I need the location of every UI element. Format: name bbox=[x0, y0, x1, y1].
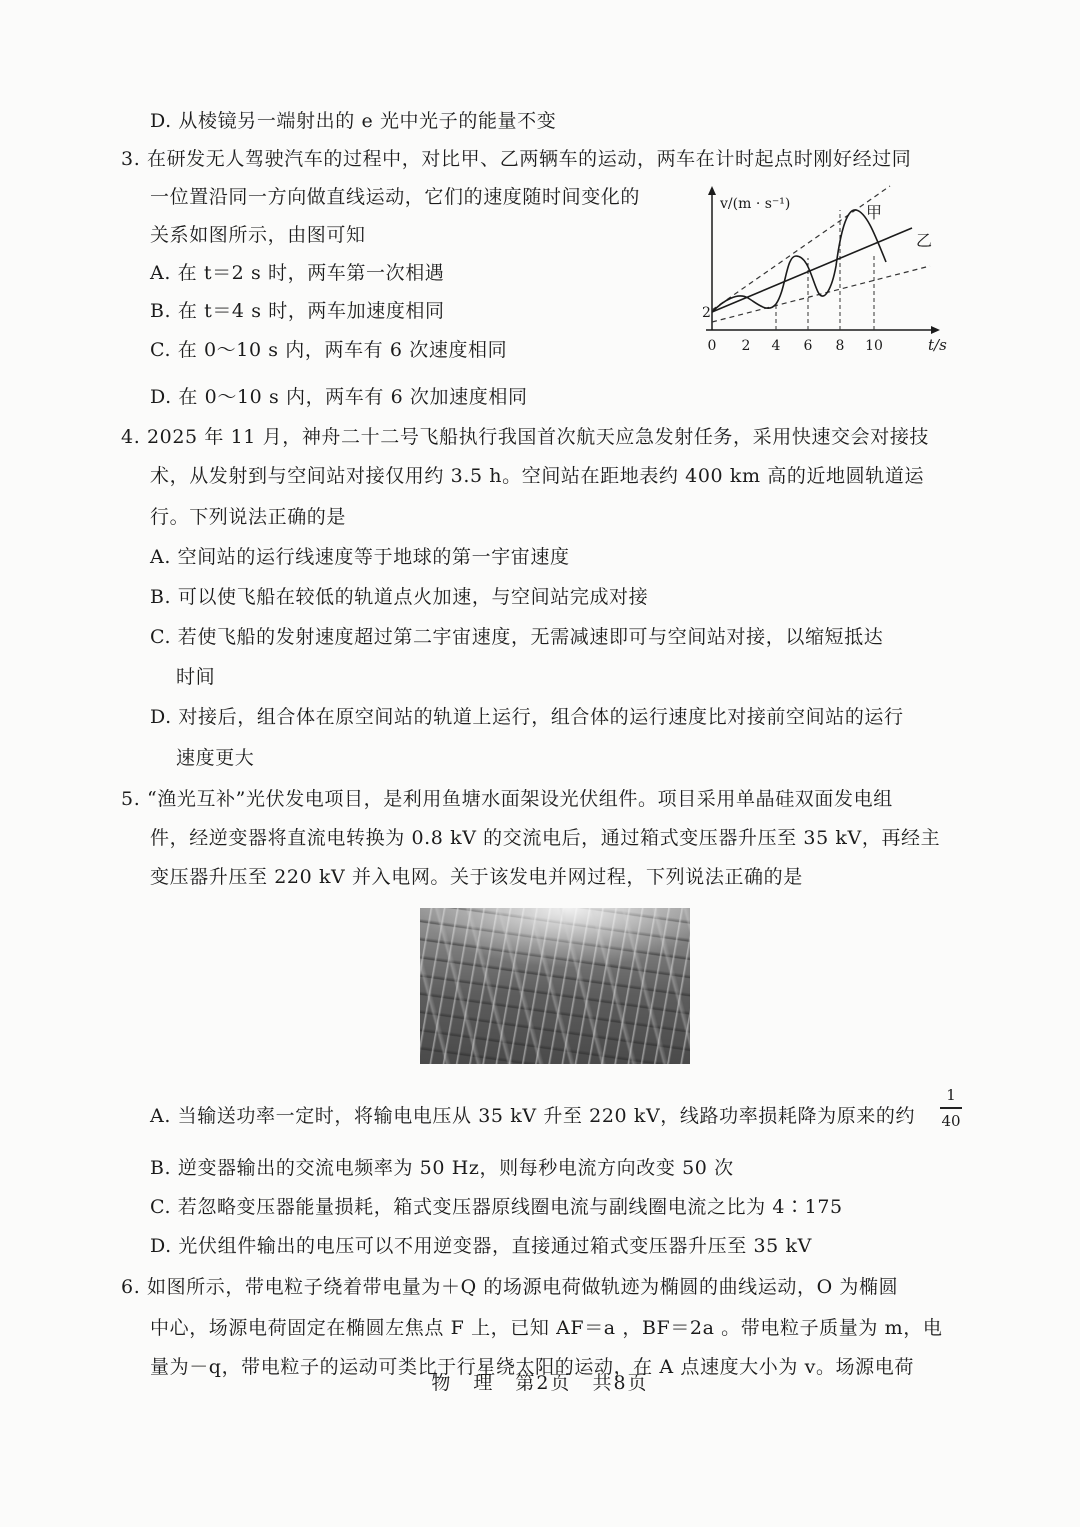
page-footer: 物 理 第2页 共8页 bbox=[431, 1372, 649, 1394]
q3-option-d: D. 在 0～10 s 内，两车有 6 次加速度相同 bbox=[150, 386, 528, 408]
x-tick-2: 2 bbox=[741, 338, 751, 354]
x-tick-10: 10 bbox=[865, 338, 883, 354]
curve-yi-label: 乙 bbox=[916, 231, 933, 250]
q3-option-b: B. 在 t＝4 s 时，两车加速度相同 bbox=[150, 300, 445, 322]
q5-stem-line3: 变压器升压至 220 kV 并入电网。关于该发电并网过程，下列说法正确的是 bbox=[150, 866, 803, 888]
q4-option-d-line2: 速度更大 bbox=[176, 747, 255, 769]
curve-jia bbox=[712, 210, 886, 312]
velocity-time-graph bbox=[690, 180, 960, 360]
x-tick-4: 4 bbox=[771, 338, 781, 354]
q4-option-b: B. 可以使飞船在较低的轨道点火加速，与空间站完成对接 bbox=[150, 586, 649, 608]
q2-option-d: D. 从棱镜另一端射出的 e 光中光子的能量不变 bbox=[150, 110, 557, 132]
x-axis-label: t/s bbox=[928, 336, 947, 354]
q5-option-b: B. 逆变器输出的交流电频率为 50 Hz，则每秒电流方向改变 50 次 bbox=[150, 1157, 734, 1179]
solar-farm-photo bbox=[420, 908, 690, 1064]
y-axis-label: v/(m · s⁻¹) bbox=[720, 196, 791, 212]
q5-stem-line2: 件，经逆变器将直流电转换为 0.8 kV 的交流电后，通过箱式变压器升压至 35 kV，再经主 bbox=[150, 827, 941, 849]
q6-stem-line1: 6. 如图所示，带电粒子绕着带电量为＋Q 的场源电荷做轨迹为椭圆的曲线运动，O 为椭圆 bbox=[121, 1276, 899, 1298]
q4-option-c-line1: C. 若使飞船的发射速度超过第二宇宙速度，无需减速即可与空间站对接，以缩短抵达 bbox=[150, 626, 884, 648]
q4-stem-line2: 术，从发射到与空间站对接仅用约 3.5 h。空间站在距地表约 400 km 高的近地圆轨道运 bbox=[150, 465, 925, 487]
q4-stem-line3: 行。下列说法正确的是 bbox=[150, 506, 347, 528]
q3-stem-line1: 3. 在研发无人驾驶汽车的过程中，对比甲、乙两辆车的运动，两车在计时起点时刚好经过同 bbox=[121, 148, 912, 170]
q3-option-a: A. 在 t＝2 s 时，两车第一次相遇 bbox=[150, 262, 445, 284]
x-axis-arrow bbox=[931, 326, 940, 334]
q4-option-d-line1: D. 对接后，组合体在原空间站的轨道上运行，组合体的运行速度比对接前空间站的运行 bbox=[150, 706, 904, 728]
curve-jia-label: 甲 bbox=[866, 203, 883, 222]
y-axis-arrow bbox=[708, 186, 716, 195]
q6-stem-line2: 中心，场源电荷固定在椭圆左焦点 F 上，已知 AF＝a ，BF＝2a 。带电粒子质量为 m，电 bbox=[150, 1317, 943, 1339]
q6-stem-line3: 量为－q，带电粒子的运动可类比于行星绕太阳的运动，在 A 点速度大小为 v。场源电荷 bbox=[150, 1356, 914, 1378]
fraction-numerator: 1 bbox=[946, 1086, 956, 1104]
x-tick-8: 8 bbox=[835, 338, 845, 354]
y-intercept-label: 2 bbox=[702, 305, 711, 321]
q4-option-a: A. 空间站的运行线速度等于地球的第一宇宙速度 bbox=[150, 546, 570, 568]
q5-stem-line1: 5. “渔光互补”光伏发电项目，是利用鱼塘水面架设光伏组件。项目采用单晶硅双面发电组 bbox=[121, 788, 893, 810]
q3-stem-line3: 关系如图所示，由图可知 bbox=[150, 224, 366, 246]
q3-option-c: C. 在 0～10 s 内，两车有 6 次速度相同 bbox=[150, 339, 508, 361]
q5-option-d: D. 光伏组件输出的电压可以不用逆变器，直接通过箱式变压器升压至 35 kV bbox=[150, 1235, 812, 1257]
q4-stem-line1: 4. 2025 年 11 月，神舟二十二号飞船执行我国首次航天应急发射任务，采用快速交会对接技 bbox=[121, 426, 930, 448]
q3-stem-line2: 一位置沿同一方向做直线运动，它们的速度随时间变化的 bbox=[150, 186, 641, 208]
lower-envelope-line bbox=[712, 266, 930, 322]
q5-option-a: A. 当输送功率一定时，将输电电压从 35 kV 升至 220 kV，线路功率损耗降为原来的约 bbox=[150, 1105, 916, 1127]
x-tick-0: 0 bbox=[707, 338, 717, 354]
q4-option-c-line2: 时间 bbox=[176, 666, 216, 688]
x-tick-6: 6 bbox=[803, 338, 813, 354]
q5-option-c: C. 若忽略变压器能量损耗，箱式变压器原线圈电流与副线圈电流之比为 4∶175 bbox=[150, 1196, 843, 1218]
fraction-denominator: 40 bbox=[941, 1112, 961, 1130]
fraction-bar bbox=[940, 1107, 962, 1109]
